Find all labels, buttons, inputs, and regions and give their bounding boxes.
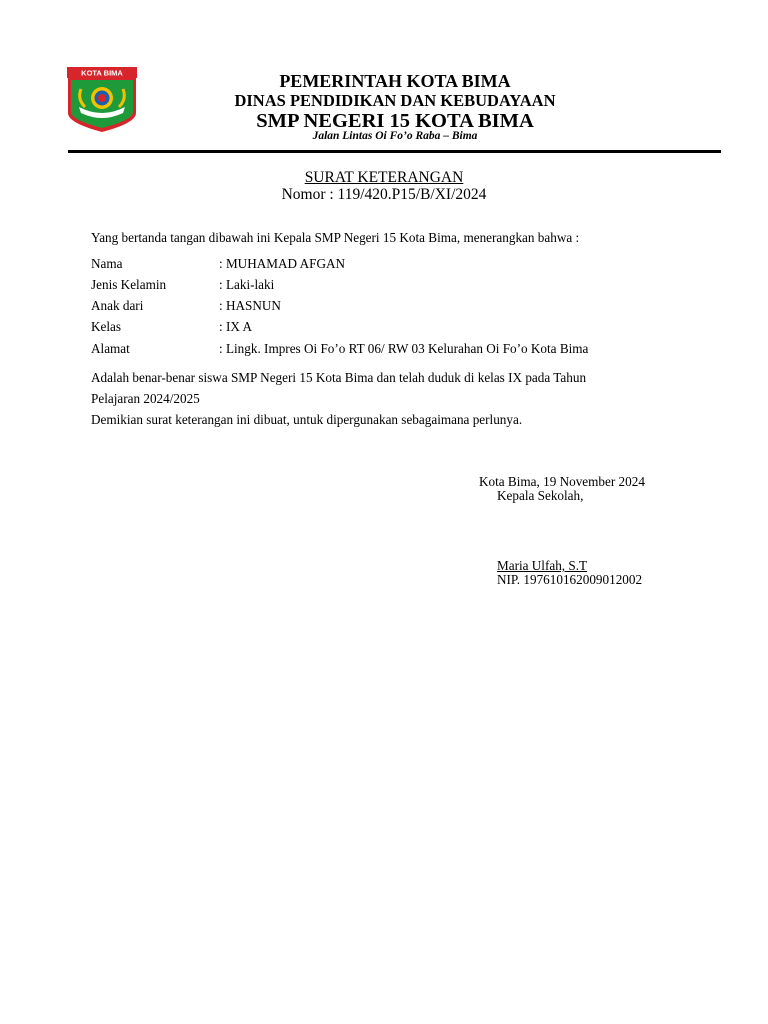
field-label: Kelas (91, 319, 122, 334)
field-value: : Laki-laki (219, 277, 275, 292)
header-government: PEMERINTAH KOTA BIMA (279, 71, 511, 91)
field-label: Nama (91, 256, 123, 271)
field-value: : MUHAMAD AFGAN (219, 256, 346, 271)
signature-place-date: Kota Bima, 19 November 2024 (479, 474, 645, 489)
field-value: : IX A (219, 319, 252, 334)
signature-name: Maria Ulfah, S.T (497, 558, 588, 573)
header-divider (68, 150, 721, 153)
logo-label: KOTA BIMA (81, 68, 123, 78)
field-label: Jenis Kelamin (91, 277, 167, 292)
field-label: Alamat (91, 341, 130, 356)
statement-line-1: Adalah benar-benar siswa SMP Negeri 15 Kota Bima dan telah duduk di kelas IX pada Tahun (91, 370, 587, 385)
header-school: SMP NEGERI 15 KOTA BIMA (256, 110, 534, 132)
closing-text: Demikian surat keterangan ini dibuat, untuk dipergunakan sebagaimana perlunya. (91, 412, 523, 427)
field-value: : HASNUN (219, 298, 281, 313)
statement-line-2: Pelajaran 2024/2025 (91, 391, 200, 406)
field-value: : Lingk. Impres Oi Fo’o RT 06/ RW 03 Kelurahan Oi Fo’o Kota Bima (219, 341, 589, 356)
signature-nip: NIP. 197610162009012002 (497, 572, 643, 587)
header-department: DINAS PENDIDIKAN DAN KEBUDAYAAN (234, 91, 556, 110)
intro-text: Yang bertanda tangan dibawah ini Kepala SMP Negeri 15 Kota Bima, menerangkan bahwa : (91, 230, 580, 245)
letter-title: SURAT KETERANGAN (304, 169, 464, 186)
signature-position: Kepala Sekolah, (497, 488, 584, 503)
field-label: Anak dari (91, 298, 144, 313)
header-address: Jalan Lintas Oi Fo’o Raba – Bima (312, 130, 478, 142)
kota-bima-logo (67, 67, 137, 133)
statement-text (91, 367, 691, 409)
letter-number: Nomor : 119/420.P15/B/XI/2024 (281, 186, 487, 203)
